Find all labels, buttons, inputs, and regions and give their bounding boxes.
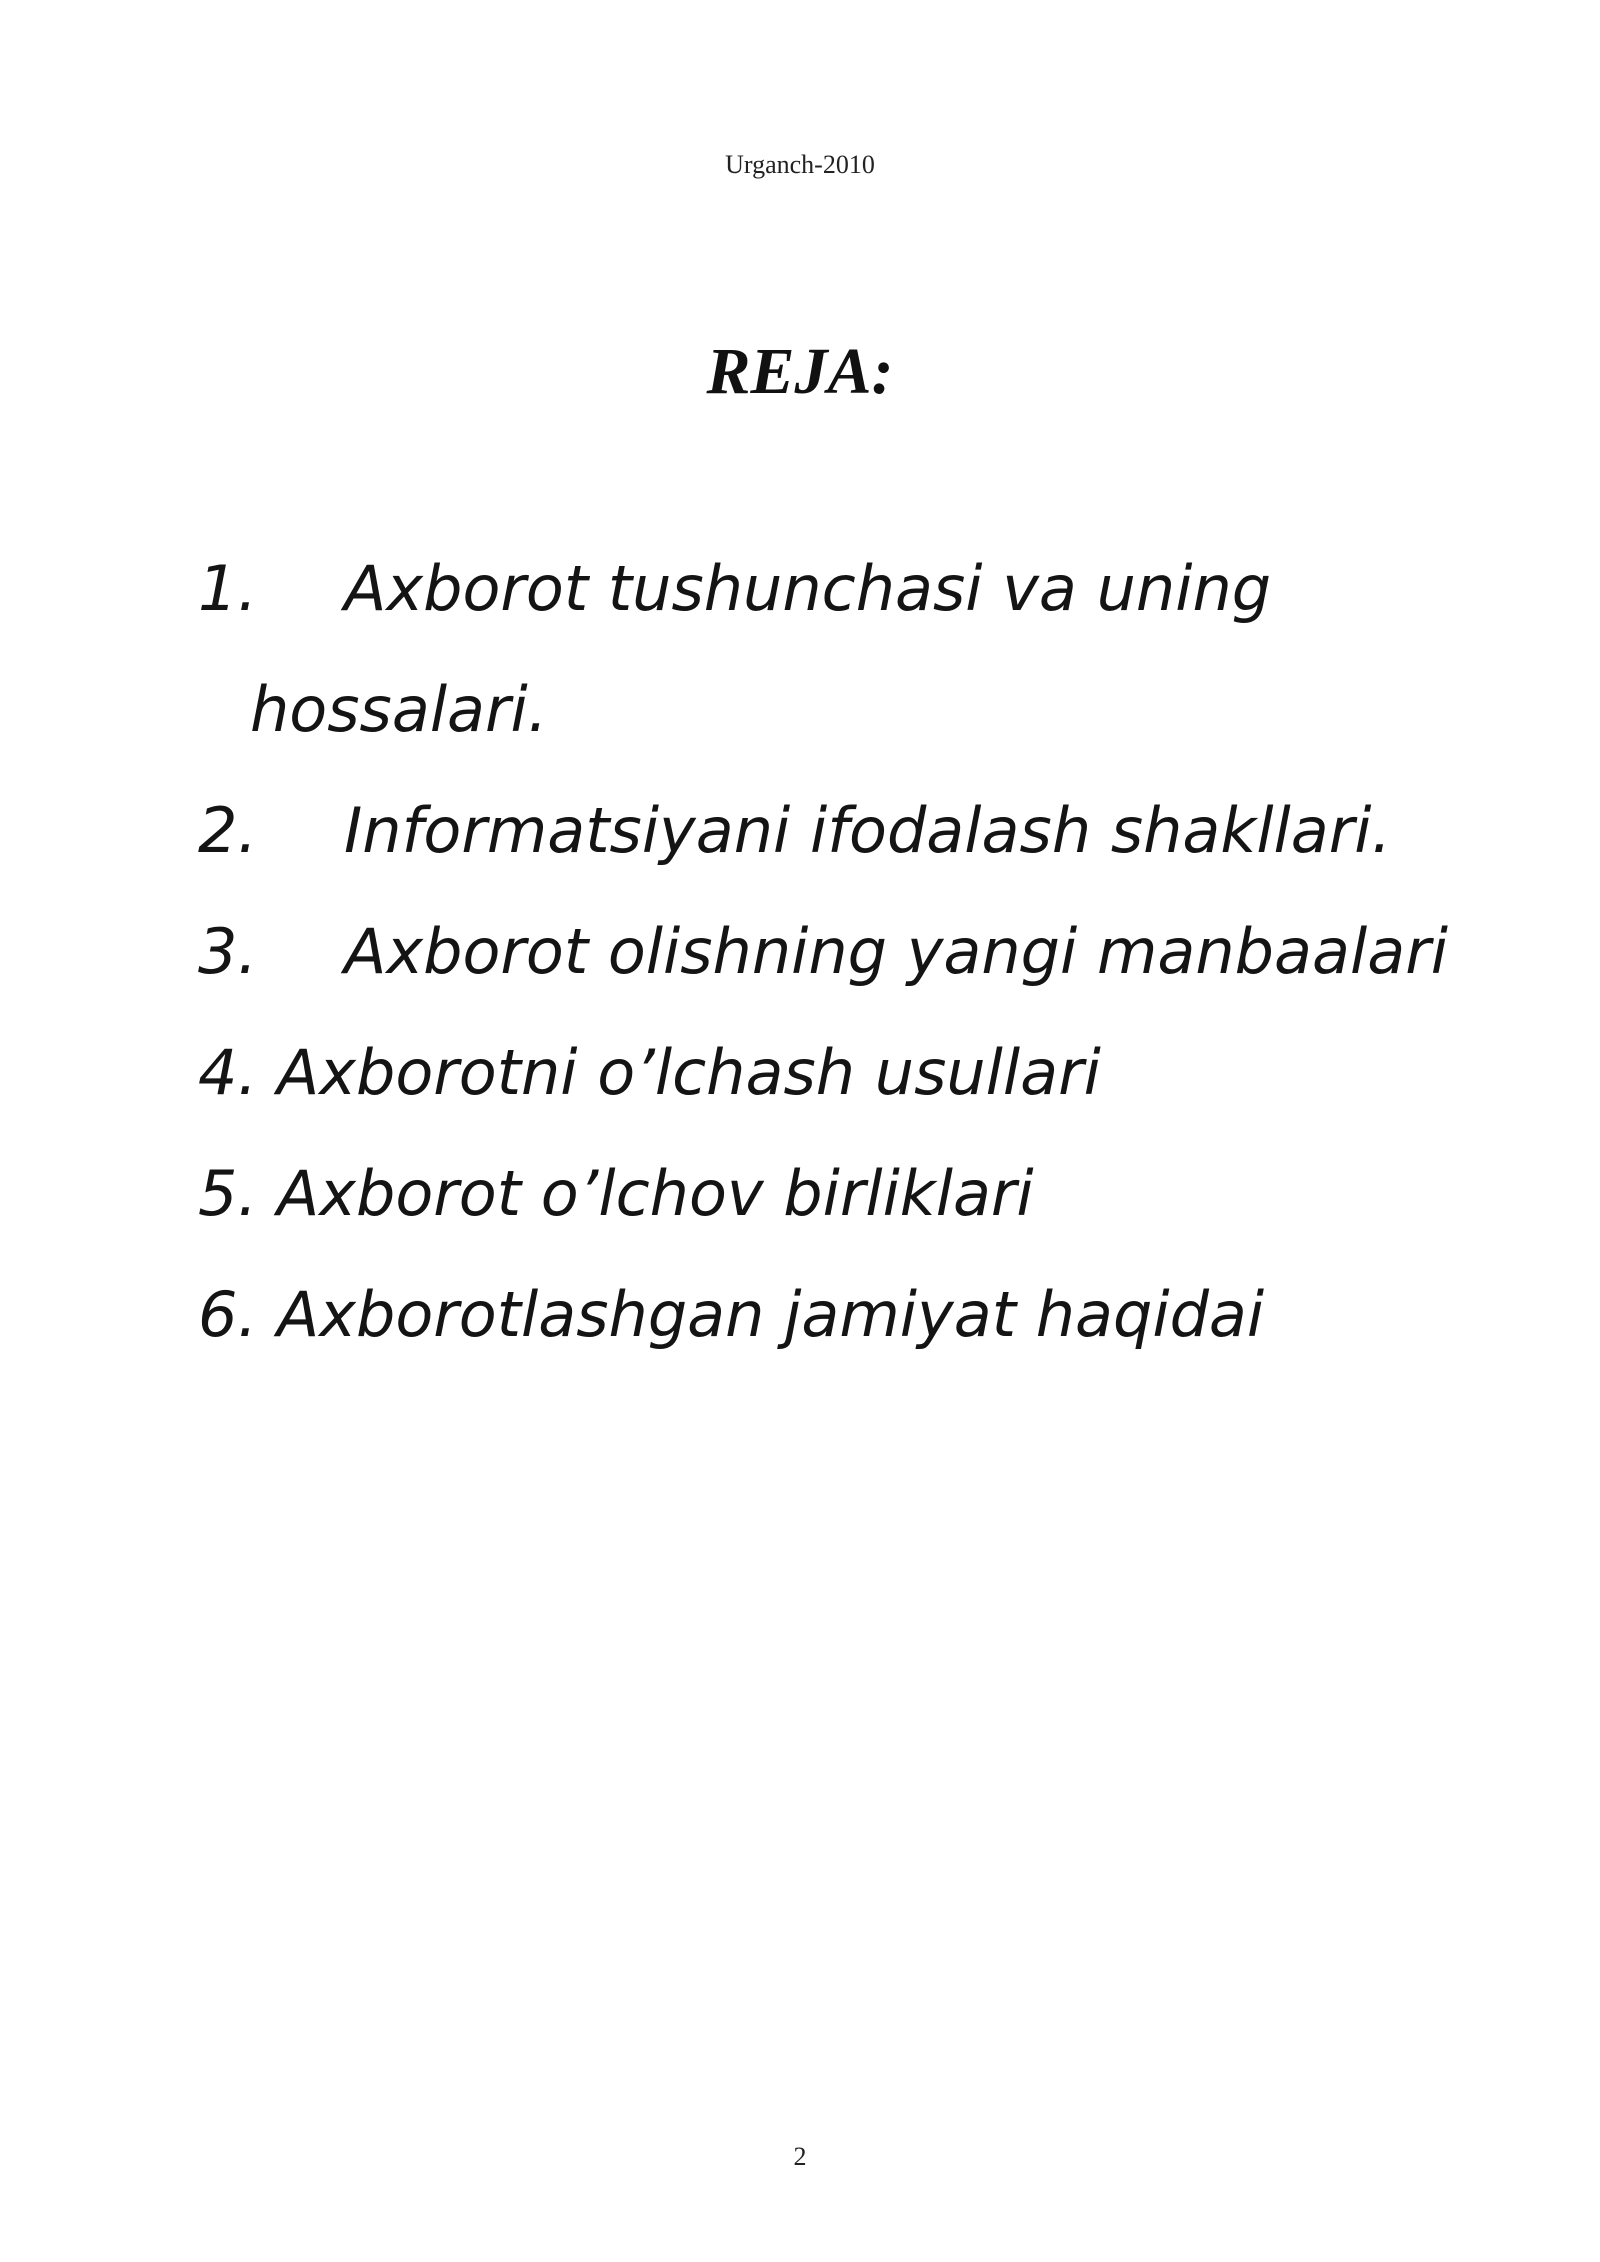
page-number: 2 bbox=[793, 2142, 807, 2171]
plan-item-text: Informatsiyani ifodalash shakllari. bbox=[344, 794, 1392, 867]
plan-item-text: Axborot olishning yangi manbaalari bbox=[344, 915, 1448, 988]
plan-item-text: Axborot tushunchasi va uning bbox=[344, 552, 1272, 625]
plan-item-number: 2. bbox=[198, 794, 258, 867]
plan-item-4 bbox=[198, 1012, 1458, 1133]
header-text: Urganch-2010 bbox=[725, 150, 875, 179]
plan-item-3 bbox=[198, 891, 1458, 1012]
plan-item-number: 1. bbox=[198, 552, 258, 625]
plan-item-text: Axborotni o’lchash usullari bbox=[276, 1036, 1101, 1109]
plan-item-number: 4. bbox=[198, 1036, 258, 1109]
plan-item-number: 5. bbox=[198, 1157, 258, 1230]
page-title: REJA: bbox=[706, 335, 894, 408]
plan-item-text: Axborotlashgan jamiyat haqidai bbox=[276, 1278, 1265, 1351]
plan-item-1 bbox=[198, 528, 1458, 770]
plan-item-text: Axborot o’lchov birliklari bbox=[276, 1157, 1034, 1230]
plan-item-continuation: hossalari. bbox=[250, 673, 548, 746]
plan-item-number: 6. bbox=[198, 1278, 258, 1351]
plan-item-6 bbox=[198, 1254, 1458, 1375]
plan-item-5 bbox=[198, 1133, 1458, 1254]
plan-item-number: 3. bbox=[198, 915, 258, 988]
plan-item-2 bbox=[198, 770, 1458, 891]
plan-list bbox=[198, 528, 1458, 1375]
